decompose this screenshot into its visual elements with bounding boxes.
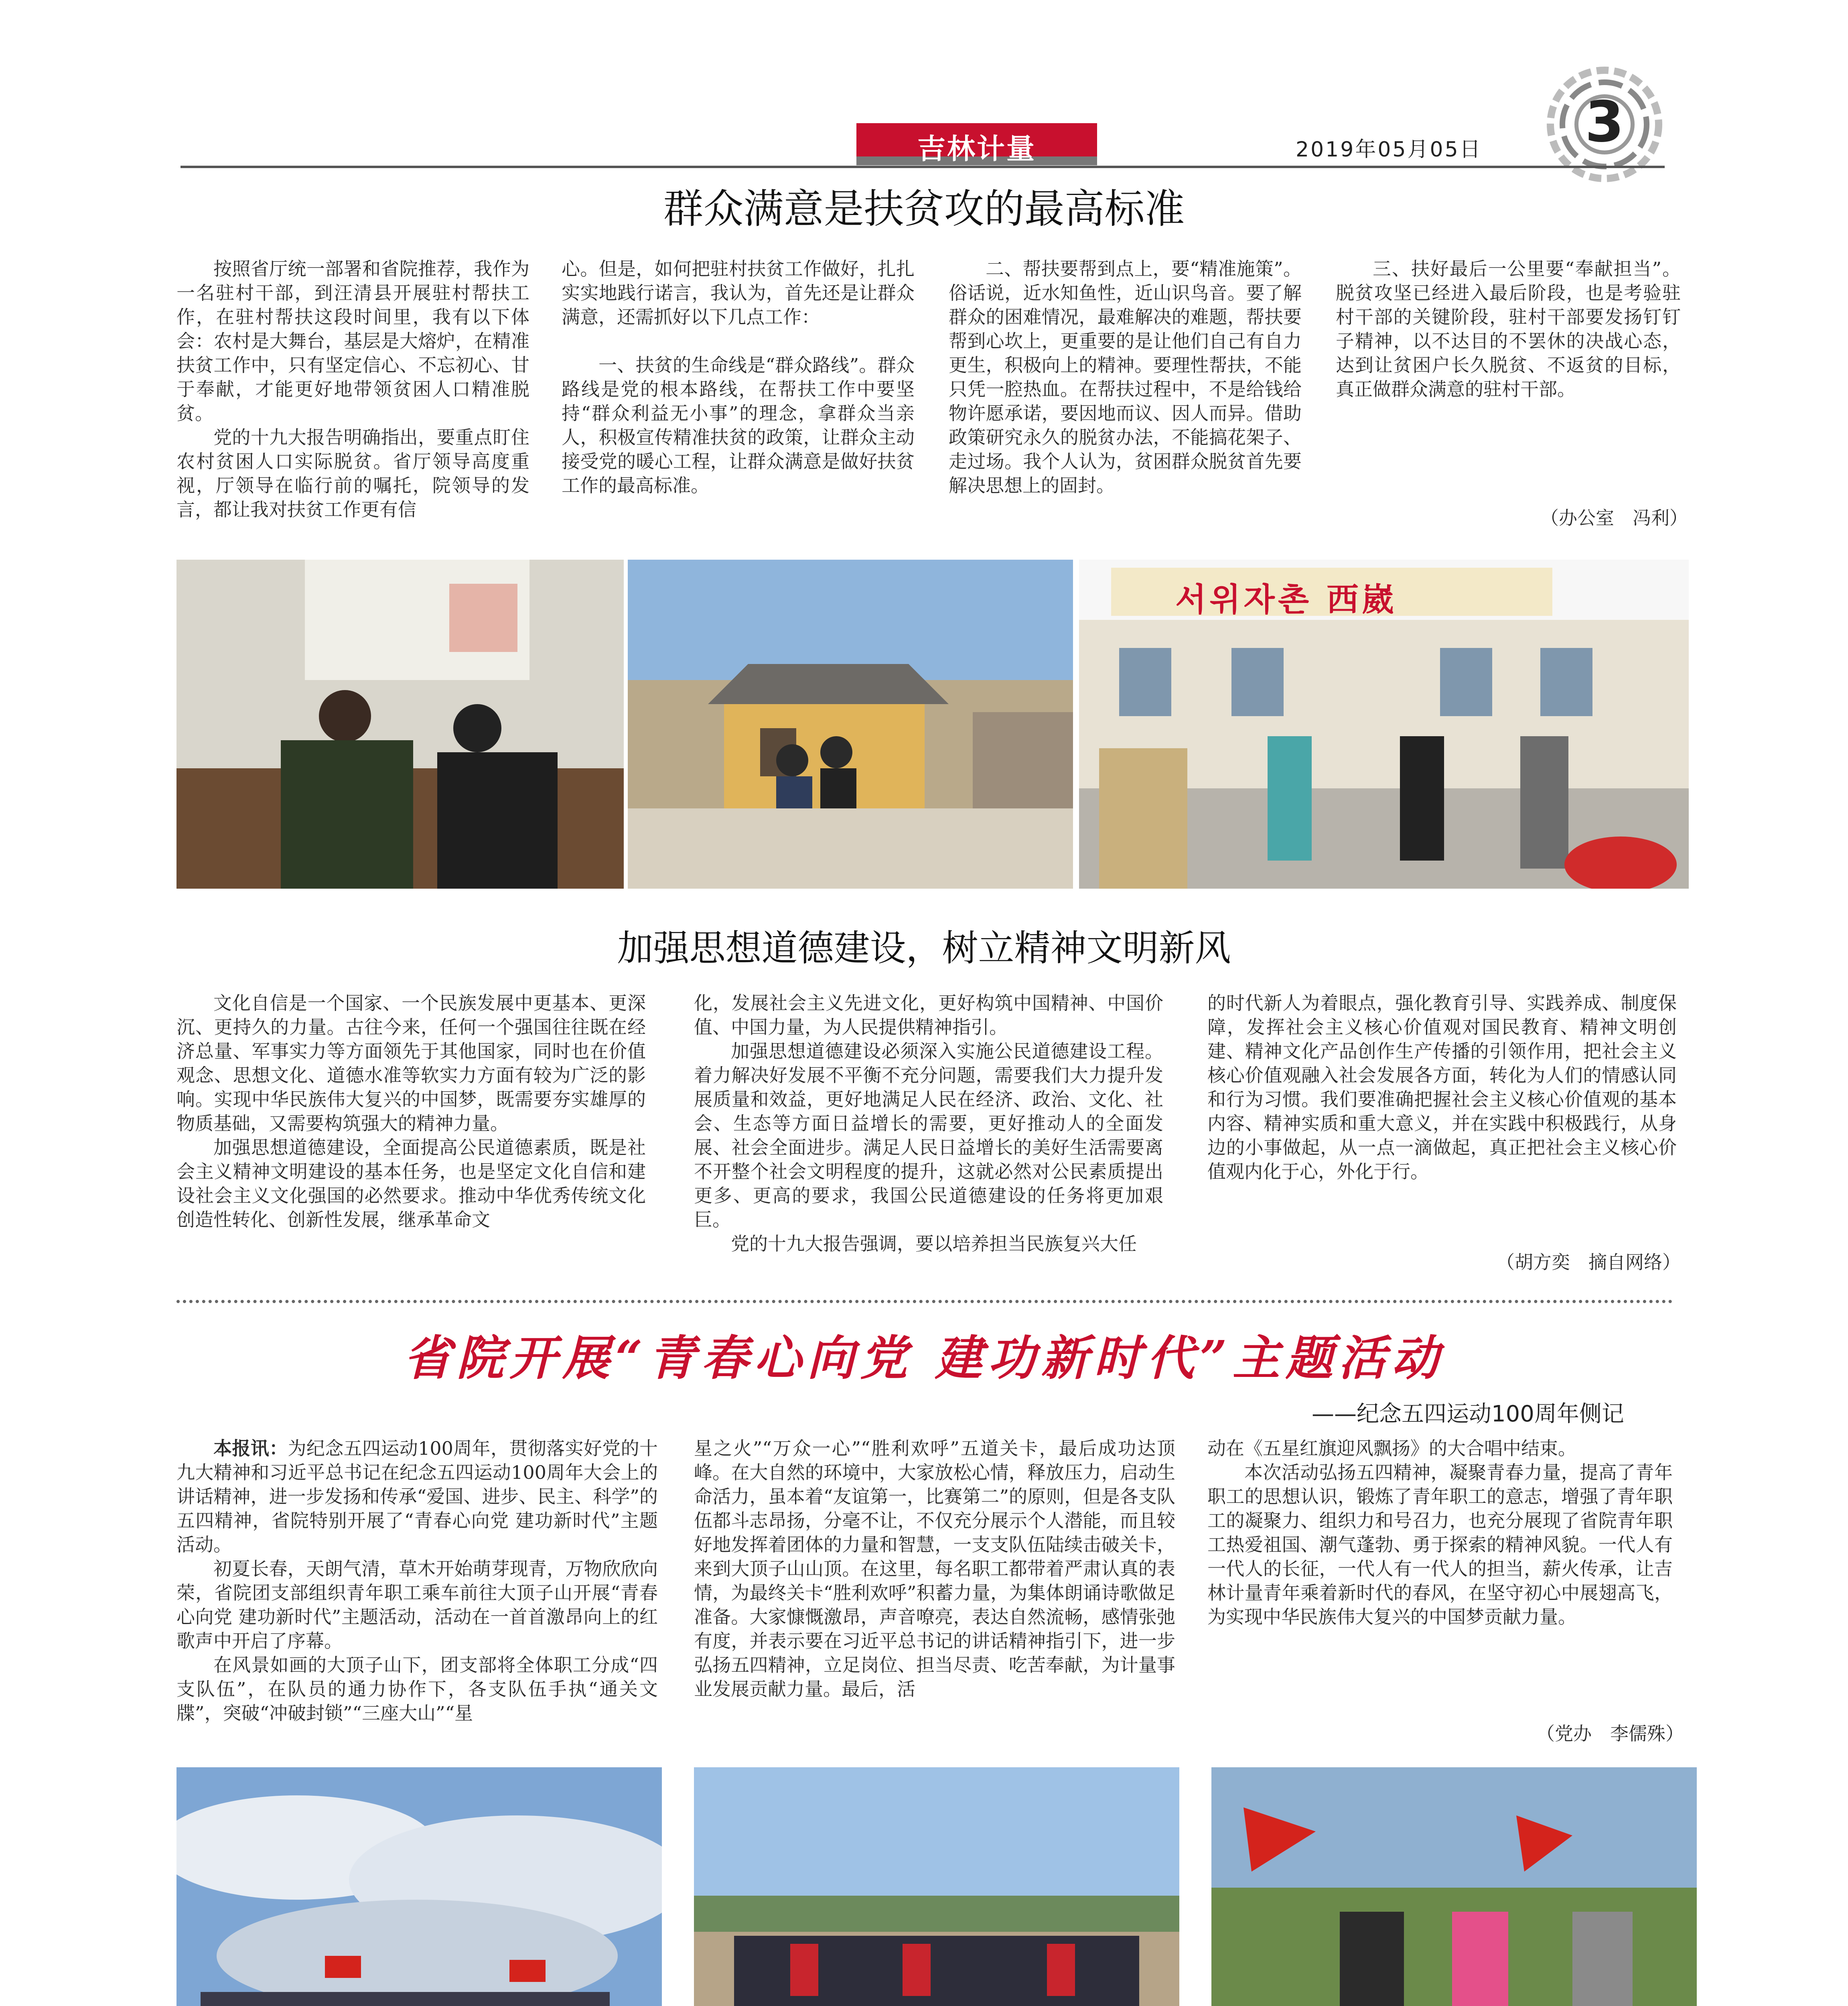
- article1-column-2: [562, 257, 915, 497]
- masthead-title: 吉林计量: [917, 132, 1036, 165]
- paragraph: 文化自信是一个国家、一个民族发展中更基本、更深沉、更持久的力量。古往今来，任何一个强国往往既在经济总量、军事实力等方面领先于其他国家，同时也在价值观念、思想文化、道德水准等软实力方面有较为广泛的影响。实现中华民族伟大复兴的中国梦，既需要夯实雄厚的物质基础，又需要构筑强大的精神力量。: [176, 992, 646, 1134]
- lead-label: 本报讯：: [213, 1437, 288, 1459]
- paragraph: 一、扶贫的生命线是“群众路线”。群众路线是党的根本路线，在帮扶工作中要坚持“群众利益无小事”的理念，拿群众当亲人，积极宣传精准扶贫的政策，让群众主动接受党的暖心工程，让群众满意是做好扶贫工作的最高标准。: [562, 354, 915, 496]
- article3-column-2: [694, 1436, 1175, 1701]
- article3-headline: 省院开展“青春心向党 建功新时代”主题活动: [404, 1330, 1444, 1386]
- header-rule: [181, 166, 1665, 168]
- photo-media-interview: [1079, 560, 1689, 889]
- article2-byline: （胡方奕 摘自网络）: [1496, 1251, 1681, 1273]
- photo-group-summit: [176, 1767, 662, 2006]
- article1-column-1: [176, 257, 529, 522]
- page-number: 3: [1585, 89, 1624, 155]
- article2-column-1: [176, 991, 646, 1232]
- paragraph: 化，发展社会主义先进文化，更好构筑中国精神、中国价值、中国力量，为人民提供精神指引。: [694, 992, 1163, 1038]
- paragraph: 初夏长春，天朗气清，草木开始萌芽现青，万物欣欣向荣，省院团支部组织青年职工乘车前往大顶子山开展“青春心向党 建功新时代”主题活动，活动在一首首激昂向上的红歌声中开启了序幕。: [176, 1558, 658, 1652]
- paragraph: 三、扶好最后一公里要“奉献担当”。脱贫攻坚已经进入最后阶段，也是考验驻村干部的关键阶段，驻村干部要发扬钉钉子精神，以不达目的不罢休的决战心态，达到让贫困户长久脱贫、不返贫的目标，真正做群众满意的驻村干部。: [1336, 258, 1681, 400]
- village-sign: 서위자촌 西崴: [1175, 581, 1397, 618]
- paragraph: 在风景如画的大顶子山下，团支部将全体职工分成“四支队伍”，在队员的通力协作下，各支队伍手执“通关文牒”，突破“冲破封锁”“三座大山”“星: [176, 1654, 658, 1724]
- paragraph: 加强思想道德建设必须深入实施公民道德建设工程。着力解决好发展不平衡不充分问题，需要我们大力提升发展质量和效益，更好地满足人民在经济、政治、文化、社会、生态等方面日益增长的需要，更好推动人的全面发展、社会全面进步。满足人民日益增长的美好生活需要离不开整个社会文明程度的提升，这就必然对公民素质提出更多、更高的要求，我国公民道德建设的任务将更加艰巨。: [694, 1040, 1163, 1230]
- article3-column-3: [1207, 1436, 1673, 1629]
- issue-date: 2019年05月05日: [1296, 138, 1482, 162]
- article3-byline: （党办 李儒殊）: [1536, 1723, 1684, 1744]
- article1-headline: 群众满意是扶贫攻的最高标准: [663, 185, 1185, 232]
- photo-office-visit: [176, 560, 624, 889]
- masthead-banner: [856, 123, 1097, 165]
- article1-column-4: [1336, 257, 1681, 401]
- photo-flag-bearers: [1211, 1767, 1697, 2006]
- paragraph: 党的十九大报告明确指出，要重点盯住农村贫困人口实际脱贫。省厅领导高度重视，厅领导在临行前的嘱托，院领导的发言，都让我对扶贫工作更有信: [176, 426, 529, 520]
- paragraph: 按照省厅统一部署和省院推荐，我作为一名驻村干部，到汪清县开展驻村帮扶工作，在驻村帮扶这段时间里，我有以下体会：农村是大舞台，基层是大熔炉，在精准扶贫工作中，只有坚定信心、不忘初心、甘于奉献，才能更好地带领贫困人口精准脱贫。: [176, 258, 529, 424]
- paragraph: 二、帮扶要帮到点上，要“精准施策”。俗话说，近水知鱼性，近山识鸟音。要了解群众的困难情况，最难解决的难题，帮扶要帮到心坎上，更重要的是让他们自己有自力更生，积极向上的精神。要理性帮扶，不能只凭一腔热血。在帮扶过程中，不是给钱给物许愿承诺，要因地而议、因人而异。借助政策研究永久的脱贫办法，不能搞花架子、走过场。我个人认为，贫困群众脱贫首先要解决思想上的固封。: [949, 258, 1302, 496]
- paragraph: 动在《五星红旗迎风飘扬》的大合唱中结束。: [1207, 1437, 1576, 1459]
- paragraph: [176, 1436, 658, 1557]
- paragraph: 的时代新人为着眼点，强化教育引导、实践养成、制度保障，发挥社会主义核心价值观对国民教育、精神文明创建、精神文化产品创作生产传播的引领作用，把社会主义核心价值观融入社会发展各方面，转化为人们的情感认同和行为习惯。我们要准确把握社会主义核心价值观的基本内容、精神实质和重大意义，并在实践中积极践行，从身边的小事做起，从一点一滴做起，真正把社会主义核心价值观内化于心，外化于行。: [1207, 992, 1677, 1182]
- article2-column-2: [694, 991, 1163, 1256]
- paragraph: 星之火”“万众一心”“胜利欢呼”五道关卡，最后成功达顶峰。在大自然的环境中，大家放松心情，释放压力，启动生命活力，虽本着“友谊第一，比赛第二”的原则，但是各支队伍都斗志昂扬，分毫不让，不仅充分展示个人潜能，而且较好地发挥着团体的力量和智慧，一支支队伍陆续击破关卡，来到大顶子山山顶。在这里，每名职工都带着严肃认真的表情，为最终关卡“胜利欢呼”积蓄力量，为集体朗诵诗歌做足准备。大家慷慨激昂，声音嘹亮，表达自然流畅，感情张弛有度，并表示要在习近平总书记的讲话精神指引下，进一步弘扬五四精神，立足岗位、担当尽责、吃苦奉献，为计量事业发展贡献力量。最后，活: [694, 1437, 1175, 1700]
- photo-house-visit: [628, 560, 1073, 889]
- paragraph: 党的十九大报告强调，要以培养担当民族复兴大任: [731, 1233, 1137, 1255]
- paragraph: 心。但是，如何把驻村扶贫工作做好，扎扎实实地践行诺言，我认为，首先还是让群众满意，还需抓好以下几点工作：: [562, 258, 915, 328]
- section-divider: [176, 1300, 1673, 1303]
- article1-column-3: [949, 257, 1302, 497]
- article3-subheadline: ——纪念五四运动100周年侧记: [1312, 1401, 1624, 1427]
- paragraph: 加强思想道德建设，全面提高公民道德素质，既是社会主义精神文明建设的基本任务，也是坚定文化自信和建设社会主义文化强国的必然要求。推动中华优秀传统文化创造性转化、创新性发展，继承革命文: [176, 1137, 646, 1230]
- article2-column-3: [1207, 991, 1677, 1184]
- lead-text: 为纪念五四运动100周年，贯彻落实好党的十九大精神和习近平总书记在纪念五四运动100周年大会上的讲话精神，进一步发扬和传承“爱国、进步、民主、科学”的五四精神，省院特别开展了“青春心向党 建功新时代”主题活动。: [176, 1437, 658, 1555]
- article3-column-1: [176, 1436, 658, 1725]
- article1-byline: （办公室 冯利）: [1540, 507, 1688, 529]
- photo-team-walk: [694, 1767, 1179, 2006]
- paragraph: 本次活动弘扬五四精神，凝聚青春力量，提高了青年职工的思想认识，锻炼了青年职工的意志，增强了青年职工的凝聚力、组织力和号召力，也充分展现了省院青年职工热爱祖国、潮气蓬勃、勇于探索的精神风貌。一代人有一代人的长征，一代人有一代人的担当，薪火传承，让吉林计量青年乘着新时代的春风，在坚守初心中展翅高飞，为实现中华民族伟大复兴的中国梦贡献力量。: [1207, 1462, 1673, 1628]
- article2-headline: 加强思想道德建设，树立精神文明新风: [617, 927, 1231, 969]
